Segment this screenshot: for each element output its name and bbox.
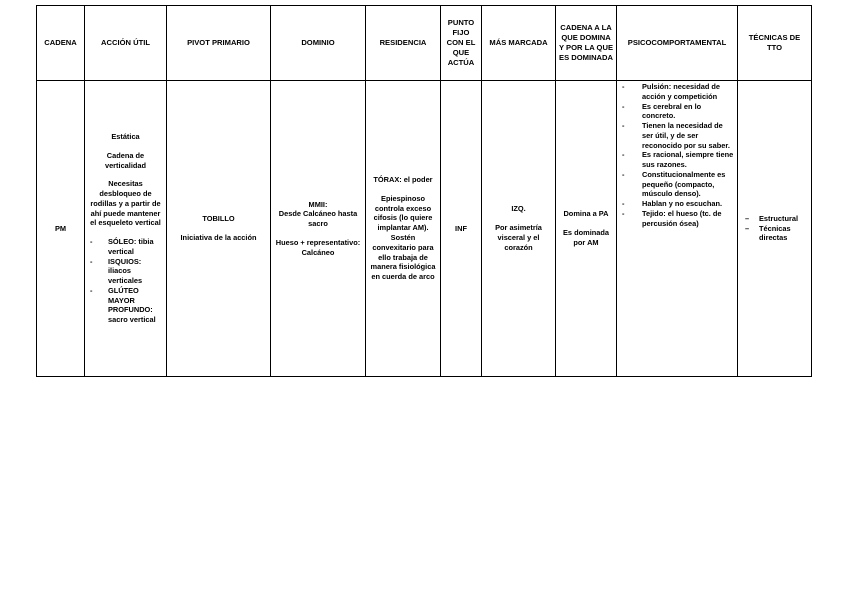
cell-tecnicas	[738, 81, 812, 377]
pivot-name: TOBILLO	[202, 214, 235, 224]
cell-pivot	[167, 81, 271, 377]
residencia-desc: Epiespinoso controla exceso cifosis (lo quiere implantar AM). Sostén convexitario para ello trabaja de manera fisiológica en cuerda de arco	[370, 193, 436, 282]
domina-text: Domina a PA	[563, 209, 609, 219]
mas-marcada-side: IZQ.	[511, 204, 526, 214]
dominio-hueso: Hueso + representativo: Calcáneo	[275, 237, 361, 257]
cell-mas-marcada	[482, 81, 556, 377]
tecnicas-list	[741, 214, 808, 243]
dominio-range: Desde Calcáneo hasta sacro	[278, 209, 358, 229]
header-residencia: RESIDENCIA	[366, 6, 441, 81]
psico-list	[620, 82, 734, 228]
psico-item: - Tejido: el hueso (tc. de percusión ósea)	[620, 209, 734, 229]
dominio-title: MMII:	[308, 199, 328, 209]
header-accion-util: ACCIÓN ÚTIL	[85, 6, 167, 81]
pivot-desc: Iniciativa de la acción	[180, 233, 257, 242]
psico-item: - Constitucionalmente es pequeño (compacto, músculo denso).	[620, 170, 734, 199]
psico-item: - Hablan y no escuchan.	[620, 199, 734, 209]
data-row-pm	[37, 81, 812, 377]
header-punto-fijo: PUNTO FIJO CON EL QUE ACTÚA	[441, 6, 482, 81]
accion-item-isquios: - ISQUIOS: iliacos verticales	[88, 257, 163, 286]
cell-cadena-domina	[556, 81, 617, 377]
mas-marcada-desc: Por asimetría visceral y el corazón	[495, 223, 542, 252]
cell-dominio	[271, 81, 366, 377]
psico-item: - Tienen la necesidad de ser útil, y de ser reconocido por su saber.	[620, 121, 734, 150]
header-tecnicas: TÉCNICAS DE TTO	[738, 6, 812, 81]
cell-accion-util	[85, 81, 167, 377]
accion-necesitas: Necesitas desbloqueo de rodillas y a partir de ahí puede mantener el esqueleto vertical	[90, 179, 161, 228]
psico-item: - Pulsión: necesidad de acción y competición	[620, 82, 734, 102]
accion-estatica: Estática	[111, 131, 140, 141]
psico-item: - Es cerebral en lo concreto.	[620, 102, 734, 122]
tecnica-item: – Estructural	[741, 214, 808, 224]
accion-item-soleo: - SÓLEO: tibia vertical	[88, 237, 163, 257]
header-pivot-primario: PIVOT PRIMARIO	[167, 6, 271, 81]
accion-cadena: Cadena de verticalidad	[104, 150, 147, 170]
cell-psicocomportamental	[617, 81, 738, 377]
header-dominio: DOMINIO	[271, 6, 366, 81]
cell-cadena: PM	[37, 81, 85, 377]
header-cadena: CADENA	[37, 6, 85, 81]
accion-item-gluteo: - GLÚTEO MAYOR PROFUNDO: sacro vertical	[88, 286, 163, 325]
dominada-text: Es dominada por AM	[563, 228, 609, 247]
accion-muscle-list	[88, 237, 163, 325]
header-psicocomportamental: PSICOCOMPORTAMENTAL	[617, 6, 738, 81]
cell-residencia	[366, 81, 441, 377]
header-cadena-domina: CADENA A LA QUE DOMINA Y POR LA QUE ES DOMINADA	[556, 6, 617, 81]
header-row	[37, 6, 812, 81]
cell-punto-fijo: INF	[441, 81, 482, 377]
chains-table	[36, 5, 812, 377]
residencia-torax: TÓRAX: el poder	[373, 175, 433, 185]
header-mas-marcada: MÁS MARCADA	[482, 6, 556, 81]
psico-item: - Es racional, siempre tiene sus razones.	[620, 150, 734, 170]
tecnica-item: – Técnicas directas	[741, 224, 808, 244]
